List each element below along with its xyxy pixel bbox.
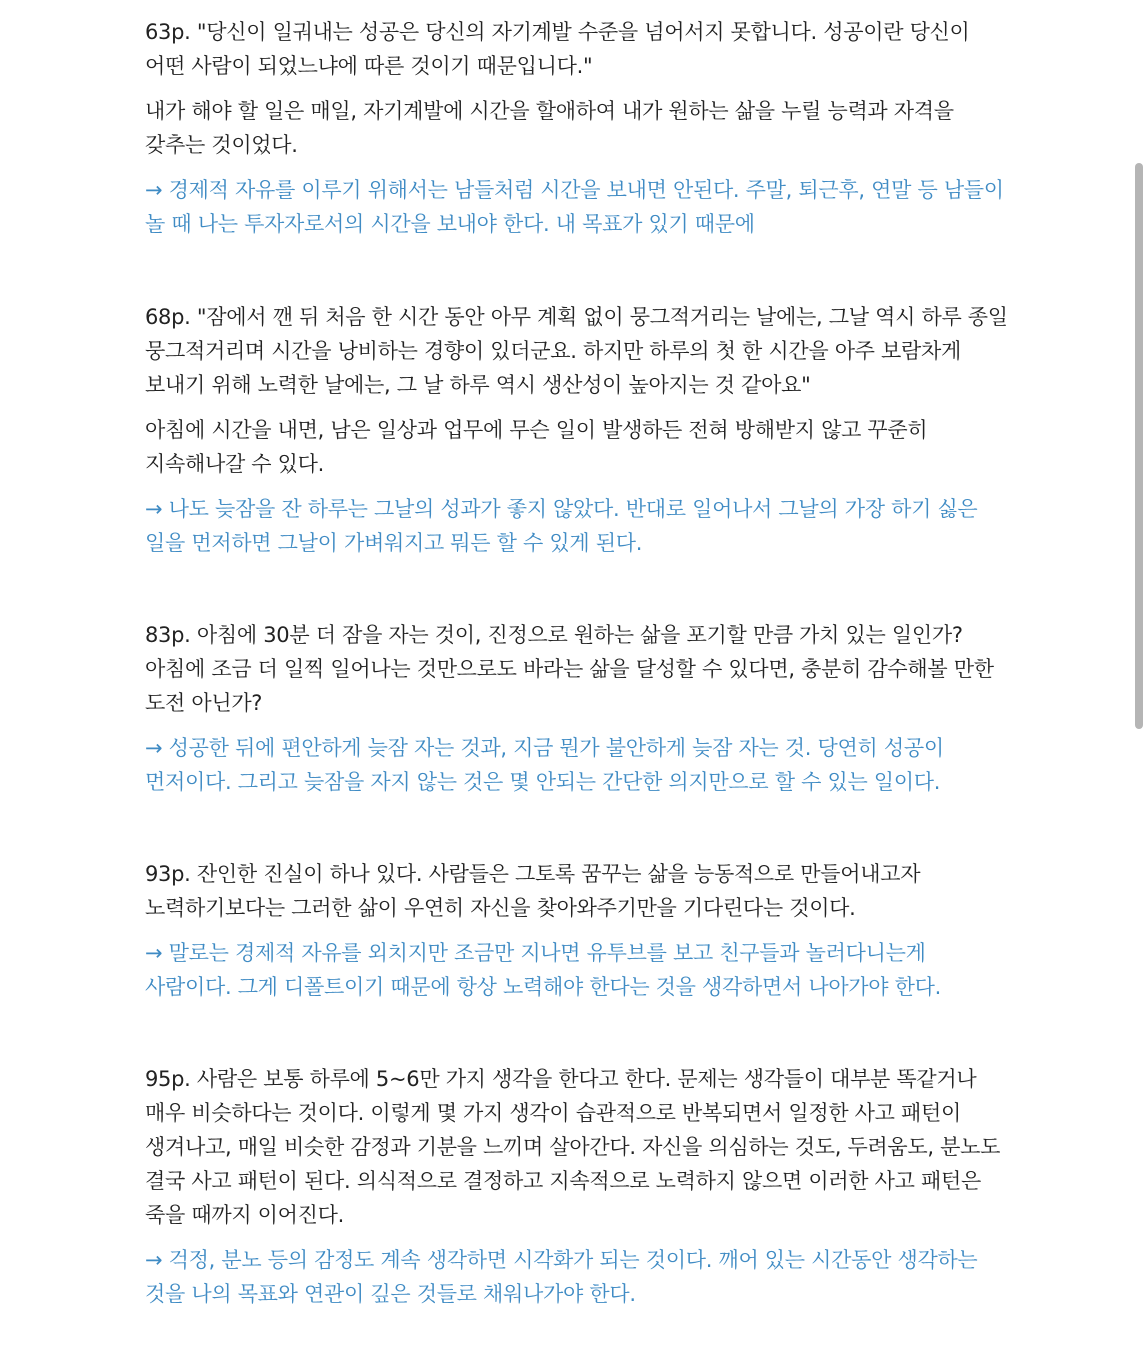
book-quote: 93p. 잔인한 진실이 하나 있다. 사람들은 그토록 꿈꾸는 삶을 능동적으로 만들어내고자 노력하기보다는 그러한 삶이 우연히 자신을 찾아와주기만을 기다린다는 것이다. bbox=[145, 862, 921, 920]
note-entry bbox=[145, 300, 1015, 560]
reflection-text: 내가 해야 할 일은 매일, 자기계발에 시간을 할애하여 내가 원하는 삶을 누릴 능력과 자격을 갖추는 것이었다. bbox=[145, 99, 954, 157]
reflection-text: 아침에 시간을 내면, 남은 일상과 업무에 무슨 일이 발생하든 전혀 방해받지 않고 꾸준히 지속해나갈 수 있다. bbox=[145, 418, 928, 476]
note-entry bbox=[145, 15, 1015, 241]
personal-comment: → 나도 늦잠을 잔 하루는 그날의 성과가 좋지 않았다. 반대로 일어나서 그날의 가장 하기 싫은 일을 먼저하면 그날이 가벼워지고 뭐든 할 수 있게 된다. bbox=[145, 497, 978, 555]
book-quote: 95p. 사람은 보통 하루에 5~6만 가지 생각을 한다고 한다. 문제는 생각들이 대부분 똑같거나 매우 비슷하다는 것이다. 이렇게 몇 가지 생각이 습관적으로 반복되면서 일정한 사고 패턴이 생겨나고, 매일 비슷한 감정과 기분을 느끼며 살아간다. 자신을 의심하는 것도, 두려움도, 분노도 결국 사고 패턴이 된다. 의식적으로 결정하고 지속적으로 노력하지 않으면 이러한 사고 패턴은 죽을 때까지 이어진다. bbox=[145, 1067, 1001, 1227]
note-entry bbox=[145, 1062, 1015, 1311]
personal-comment: → 경제적 자유를 이루기 위해서는 남들처럼 시간을 보내면 안된다. 주말, 퇴근후, 연말 등 남들이 놀 때 나는 투자자로서의 시간을 보내야 한다. 내 목표가 있기 때문에 bbox=[145, 178, 1004, 236]
note-entry bbox=[145, 618, 1015, 799]
book-quote: 83p. 아침에 30분 더 잠을 자는 것이, 진정으로 원하는 삶을 포기할 만큼 가치 있는 일인가? 아침에 조금 더 일찍 일어나는 것만으로도 바라는 삶을 달성할 수 있다면, 충분히 감수해볼 만한 도전 아닌가? bbox=[145, 623, 994, 715]
personal-comment: → 말로는 경제적 자유를 외치지만 조금만 지나면 유투브를 보고 친구들과 놀러다니는게 사람이다. 그게 디폴트이기 때문에 항상 노력해야 한다는 것을 생각하면서 나아가야 한다. bbox=[145, 941, 941, 999]
personal-comment: → 성공한 뒤에 편안하게 늦잠 자는 것과, 지금 뭔가 불안하게 늦잠 자는 것. 당연히 성공이 먼저이다. 그리고 늦잠을 자지 않는 것은 몇 안되는 간단한 의지만으로 할 수 있는 일이다. bbox=[145, 736, 944, 794]
vertical-scrollbar[interactable] bbox=[1132, 0, 1146, 1370]
note-entry bbox=[145, 857, 1015, 1004]
scrollbar-thumb[interactable] bbox=[1135, 163, 1143, 729]
book-quote: 68p. "잠에서 깬 뒤 처음 한 시간 동안 아무 계획 없이 뭉그적거리는 날에는, 그날 역시 하루 종일 뭉그적거리며 시간을 낭비하는 경향이 있더군요. 하지만 하루의 첫 한 시간을 아주 보람차게 보내기 위해 노력한 날에는, 그 날 하루 역시 생산성이 높아지는 것 같아요" bbox=[145, 305, 1008, 397]
personal-comment: → 걱정, 분노 등의 감정도 계속 생각하면 시각화가 되는 것이다. 깨어 있는 시간동안 생각하는 것을 나의 목표와 연관이 깊은 것들로 채워나가야 한다. bbox=[145, 1248, 978, 1306]
book-quote: 63p. "당신이 일궈내는 성공은 당신의 자기계발 수준을 넘어서지 못합니다. 성공이란 당신이 어떤 사람이 되었느냐에 따른 것이기 때문입니다." bbox=[145, 20, 970, 78]
